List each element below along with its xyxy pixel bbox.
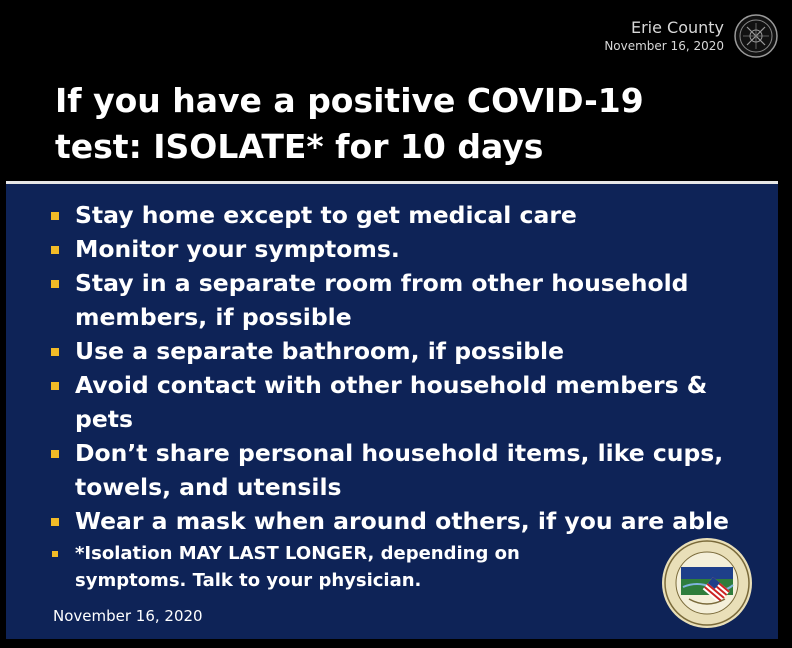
header-org xyxy=(604,18,724,54)
bullet-text: Stay home except to get medical care xyxy=(75,201,577,229)
bullet-square-icon xyxy=(51,246,59,254)
bullet-square-icon xyxy=(51,212,59,220)
bullet-text: Don’t share personal household items, like cups, xyxy=(75,439,724,467)
page-title xyxy=(55,78,755,170)
bullet-text: Wear a mask when around others, if you are able xyxy=(75,507,729,535)
bullet-text: Use a separate bathroom, if possible xyxy=(75,337,565,365)
note-text: *Isolation MAY LAST LONGER, depending on xyxy=(75,543,520,564)
note-text: symptoms. Talk to your physician. xyxy=(75,570,422,591)
bullet-text: towels, and utensils xyxy=(75,473,342,501)
bullet-item xyxy=(50,266,750,334)
org-name: Erie County xyxy=(630,18,724,37)
note-item xyxy=(50,540,635,594)
footer-date: November 16, 2020 xyxy=(53,607,203,625)
bullet-square-icon xyxy=(51,280,59,288)
county-seal-icon xyxy=(661,537,753,629)
bullet-text: Avoid contact with other household members & xyxy=(75,371,708,399)
bullet-text: Stay in a separate room from other household xyxy=(75,269,689,297)
bullet-square-icon xyxy=(51,382,59,390)
bullet-item xyxy=(50,368,750,436)
title-line-2: test: ISOLATE* for 10 days xyxy=(55,127,544,166)
bullet-item xyxy=(50,436,750,504)
title-line-1: If you have a positive COVID-19 xyxy=(55,81,644,120)
content-panel xyxy=(6,184,778,639)
bullet-text: Monitor your symptoms. xyxy=(75,235,400,263)
bullet-list xyxy=(50,198,750,594)
bullet-square-icon xyxy=(51,348,59,356)
bullet-text: members, if possible xyxy=(75,303,352,331)
bullet-text: pets xyxy=(75,405,133,433)
bullet-item xyxy=(50,232,750,266)
bullet-item xyxy=(50,504,750,538)
bullet-square-icon xyxy=(51,450,59,458)
bullet-item xyxy=(50,198,750,232)
bullet-square-icon xyxy=(52,551,58,557)
header-date: November 16, 2020 xyxy=(604,39,724,53)
county-seal-icon xyxy=(734,14,778,58)
bullet-item xyxy=(50,334,750,368)
bullet-square-icon xyxy=(51,518,59,526)
